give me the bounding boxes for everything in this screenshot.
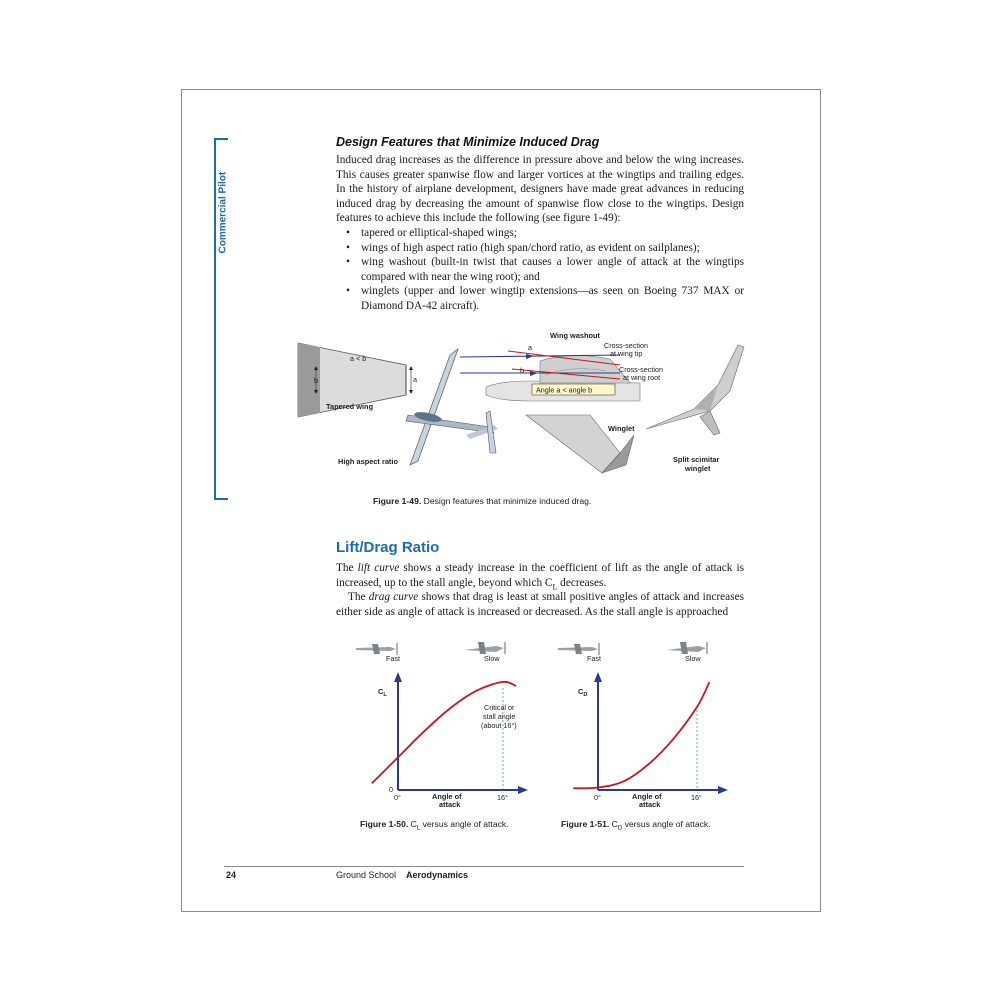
scimitar-label-2: winglet bbox=[685, 464, 711, 473]
figure-1-50-c: C bbox=[410, 819, 417, 829]
origin-label: 0 bbox=[389, 785, 393, 794]
figure-1-49-caption bbox=[373, 496, 591, 506]
figure-1-51-text: versus angle of attack. bbox=[622, 819, 711, 829]
figure-1-51-number: Figure 1-51. bbox=[561, 819, 610, 829]
list-item: • tapered or elliptical-shaped wings; bbox=[346, 226, 744, 241]
p1-text-a: The bbox=[336, 562, 358, 574]
y-axis-arrow bbox=[394, 672, 402, 682]
tapered-wing-label: Tapered wing bbox=[326, 402, 374, 411]
tapered-a-label: a bbox=[413, 375, 417, 384]
annotation-line-2: stall angle bbox=[483, 712, 516, 721]
y-axis-label bbox=[378, 687, 387, 698]
figure-1-50-chart bbox=[350, 636, 530, 816]
x-axis-label-1: Angle of bbox=[632, 792, 662, 801]
x-tick-16: 16° bbox=[497, 793, 508, 802]
high-aspect-label: High aspect ratio bbox=[338, 457, 398, 466]
p1-text-b: shows a steady increase in the coefficient of lift as the angle of attack is increased, up to the stall angle, beyond which C bbox=[336, 562, 745, 589]
winglet-diagram bbox=[526, 415, 635, 473]
y-label-main: C bbox=[378, 687, 384, 696]
y-label-sub: L bbox=[383, 692, 387, 698]
cross-section-tip-2: at wing tip bbox=[610, 349, 643, 358]
figure-1-50-number: Figure 1-50. bbox=[360, 819, 409, 829]
footer-book-title: Ground School bbox=[336, 870, 397, 880]
p2-text-a: The bbox=[348, 591, 369, 603]
y-axis-arrow bbox=[594, 672, 602, 682]
annotation-line-1: Critical or bbox=[484, 703, 515, 712]
figure-1-50-caption bbox=[360, 819, 509, 832]
figure-1-49-text: Design features that minimize induced drag. bbox=[423, 496, 592, 506]
cross-section-root-2: at wing root bbox=[623, 373, 661, 382]
washout-a-label: a bbox=[528, 343, 532, 352]
lift-curve bbox=[372, 682, 516, 784]
list-item: • winglets (upper and lower wingtip extensions—as seen on Boeing 737 MAX or Diamond DA-42 aircraft). bbox=[346, 284, 744, 313]
list-item: • wing washout (built-in twist that causes a lower angle of attack at the wingtips compared with near the wing root); and bbox=[346, 255, 744, 284]
slow-label: Slow bbox=[484, 654, 500, 663]
x-tick-0: 0° bbox=[594, 793, 601, 802]
figure-1-51-sub: D bbox=[617, 825, 623, 832]
figure-1-51-chart bbox=[552, 636, 732, 816]
tapered-b-label: b bbox=[314, 376, 318, 385]
winglet-label: Winglet bbox=[608, 424, 635, 433]
figure-1-49-illustration bbox=[290, 325, 750, 485]
cross-section-tip-1: Cross-section bbox=[604, 341, 648, 350]
x-axis-label-2: attack bbox=[639, 800, 661, 809]
drag-curve bbox=[573, 682, 709, 788]
design-features-list bbox=[346, 226, 744, 314]
y-axis-label bbox=[578, 687, 587, 698]
slow-label: Slow bbox=[685, 654, 701, 663]
wing-washout-diagram bbox=[460, 331, 663, 401]
p2-text-b: shows that drag is least at small positive angles of attack and increases either side as angle of attack is increased or decreased. As the stall angle is approached bbox=[336, 591, 744, 618]
page-number: 24 bbox=[226, 870, 237, 880]
figure-1-51-caption bbox=[561, 819, 711, 832]
side-tab-label: Commercial Pilot bbox=[217, 171, 229, 254]
x-axis-arrow bbox=[518, 786, 528, 794]
y-label-main: C bbox=[578, 687, 584, 696]
figure-1-51-c: C bbox=[611, 819, 618, 829]
slow-plane-icon bbox=[666, 642, 707, 654]
figure-1-49-number: Figure 1-49. bbox=[373, 496, 422, 506]
figure-1-50-text: versus angle of attack. bbox=[420, 819, 509, 829]
induced-drag-paragraph: Induced drag increases as the difference in pressure above and below the wing increases. This causes greater spanwise flow and larger vortices at the wingtips and trailing edges. In the history of airplane development, designers have made great advances in reducing induced drag by decreasing the amount of spanwise flow close to the wingtips. Design features to achieve this include the following (see figure 1-49): bbox=[336, 154, 744, 225]
footer-rule bbox=[224, 866, 744, 867]
scimitar-label-1: Split scimitar bbox=[673, 455, 720, 464]
section-heading-lift-drag: Lift/Drag Ratio bbox=[336, 539, 440, 556]
y-label-sub: D bbox=[583, 692, 588, 698]
tapered-wing-diagram bbox=[298, 343, 417, 417]
p1-sub-l: L bbox=[552, 581, 558, 591]
footer-chapter: Aerodynamics bbox=[406, 870, 469, 880]
cross-section-root-1: Cross-section bbox=[619, 365, 663, 374]
fast-label: Fast bbox=[386, 654, 400, 663]
p1-lift-curve-term: lift curve bbox=[357, 562, 400, 574]
p1-text-c: decreases. bbox=[557, 576, 607, 589]
annotation-line-3: (about 16°) bbox=[481, 721, 517, 730]
x-tick-0: 0° bbox=[394, 793, 401, 802]
x-axis-label-1: Angle of bbox=[432, 792, 462, 801]
drag-curve-paragraph bbox=[336, 590, 744, 619]
angle-comparison-label: Angle a < angle b bbox=[536, 385, 593, 395]
fast-label: Fast bbox=[587, 654, 601, 663]
washout-title: Wing washout bbox=[550, 331, 601, 340]
slow-plane-icon bbox=[464, 642, 505, 654]
list-item: • wings of high aspect ratio (high span/chord ratio, as evident on sailplanes); bbox=[346, 241, 744, 256]
x-axis-label-2: attack bbox=[439, 800, 461, 809]
x-axis-arrow bbox=[718, 786, 728, 794]
figure-1-50-sub: L bbox=[416, 825, 421, 832]
x-tick-16: 16° bbox=[691, 793, 702, 802]
p2-drag-curve-term: drag curve bbox=[368, 591, 419, 603]
washout-b-label: b bbox=[520, 366, 524, 375]
section-heading-induced-drag: Design Features that Minimize Induced Drag bbox=[336, 135, 600, 149]
tapered-a-less-b: a < b bbox=[350, 354, 367, 363]
